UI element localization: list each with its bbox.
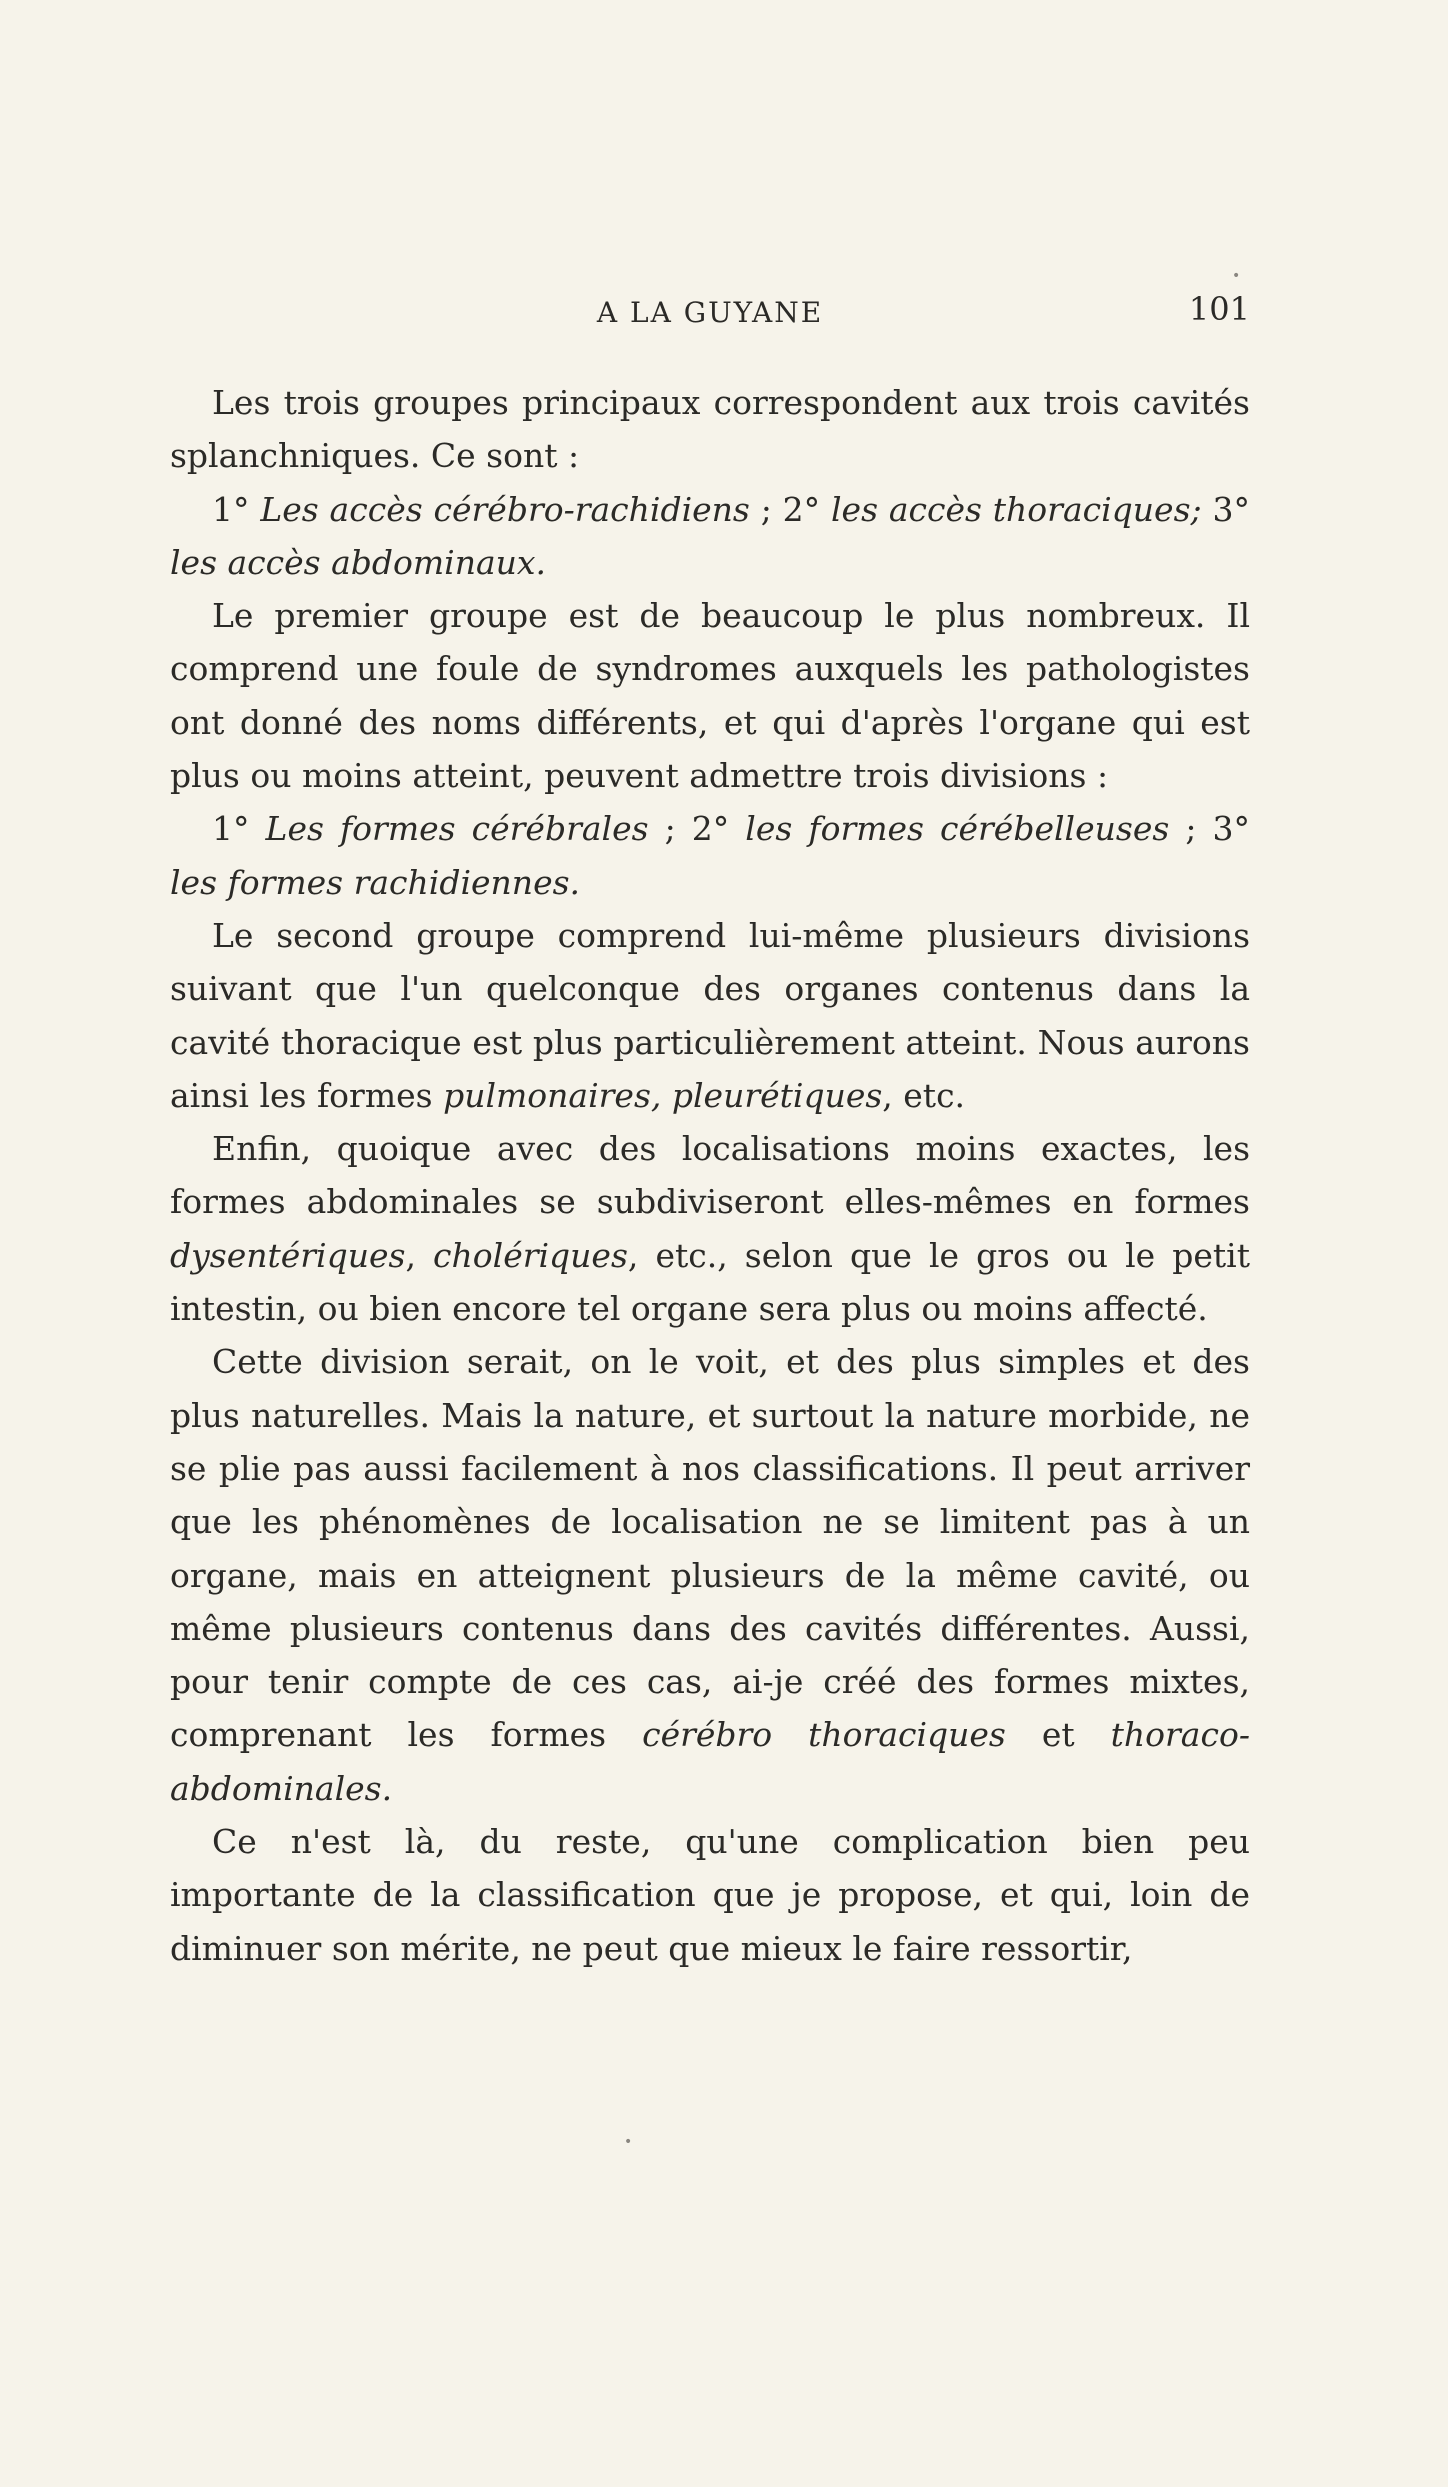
italic-phrase: les formes cérébelleuses [745,809,1170,849]
paper-speck: • [1232,268,1241,284]
paragraph [170,483,1250,590]
italic-phrase: cholériques [433,1235,628,1275]
text-run: Ce n'est là, du reste, qu'une complication bien peu importante de la classification que je propose, et qui, loin de diminuer son mérite, ne peut que mieux le faire ressortir, [170,1822,1250,1968]
italic-phrase: thoraco-abdominales. [170,1715,1250,1808]
paragraph [170,802,1250,909]
page-number: 101 [1188,290,1250,328]
text-run: Le second groupe comprend lui-même plusieurs divisions suivant que l'un quelconque des organes contenus dans la cavité thoracique est plus particulièrement atteint. Nous aurons ainsi les formes [170,915,1250,1115]
text-run: , [405,1235,434,1275]
text-run: ; 3° [1169,809,1250,849]
paragraph [170,1815,1250,1975]
italic-phrase: les accès thoraciques; [831,489,1202,529]
text-run: ; 2° [648,809,746,849]
italic-phrase: cérébro thoraciques [642,1715,1006,1755]
paragraph [170,909,1250,1122]
italic-phrase: Les accès cérébro-rachidiens [260,489,750,529]
paragraph [170,1122,1250,1335]
italic-phrase: Les formes cérébrales [265,809,649,849]
text-run: Enfin, quoique avec des localisations moins exactes, les formes abdominales se subdiviseront elles-mêmes en formes [170,1129,1250,1222]
text-run: et [1005,1715,1111,1755]
text-run: ; 2° [749,489,831,529]
text-run: 1° [212,489,261,529]
text-run: Cette division serait, on le voit, et des plus simples et des plus naturelles. Mais la nature, et surtout la nature morbide, ne se plie pas aussi facilement à nos classifications. Il peut arriver que les phénomènes de localisation ne se limitent pas à un organe, mais en atteignent plusieurs de la même cavité, ou même plusieurs contenus dans des cavités différentes. Aussi, pour tenir compte de ces cas, ai-je créé des formes mixtes, comprenant les formes [170,1342,1250,1755]
text-run: Les trois groupes principaux correspondent aux trois cavités splanchniques. Ce sont : [170,383,1250,476]
paragraph [170,376,1250,483]
text-run: , etc., selon que le gros ou le petit intestin, ou bien encore tel organe sera plus ou moins affecté. [170,1235,1250,1329]
paper-speck: • [624,2134,633,2150]
text-run: 3° [1201,489,1250,529]
text-run: , etc. [882,1075,966,1115]
text-run: Le premier groupe est de beaucoup le plus nombreux. Il comprend une foule de syndromes auxquels les pathologistes ont donné des noms différents, et qui d'après l'organe qui est plus ou moins atteint, peuvent admettre trois divisions : [170,596,1250,796]
paragraph [170,589,1250,802]
paragraph [170,1335,1250,1815]
italic-phrase: les formes rachidiennes. [170,862,581,902]
running-title: A LA GUYANE [596,296,824,329]
italic-phrase: les accès abdominaux. [170,542,547,582]
italic-phrase: pulmonaires, pleurétiques [443,1075,883,1115]
body-text [170,376,1250,1975]
text-run: 1° [212,809,266,849]
book-page [170,290,1250,1975]
italic-phrase: dysentériques [170,1235,406,1275]
page-header [170,290,1250,340]
